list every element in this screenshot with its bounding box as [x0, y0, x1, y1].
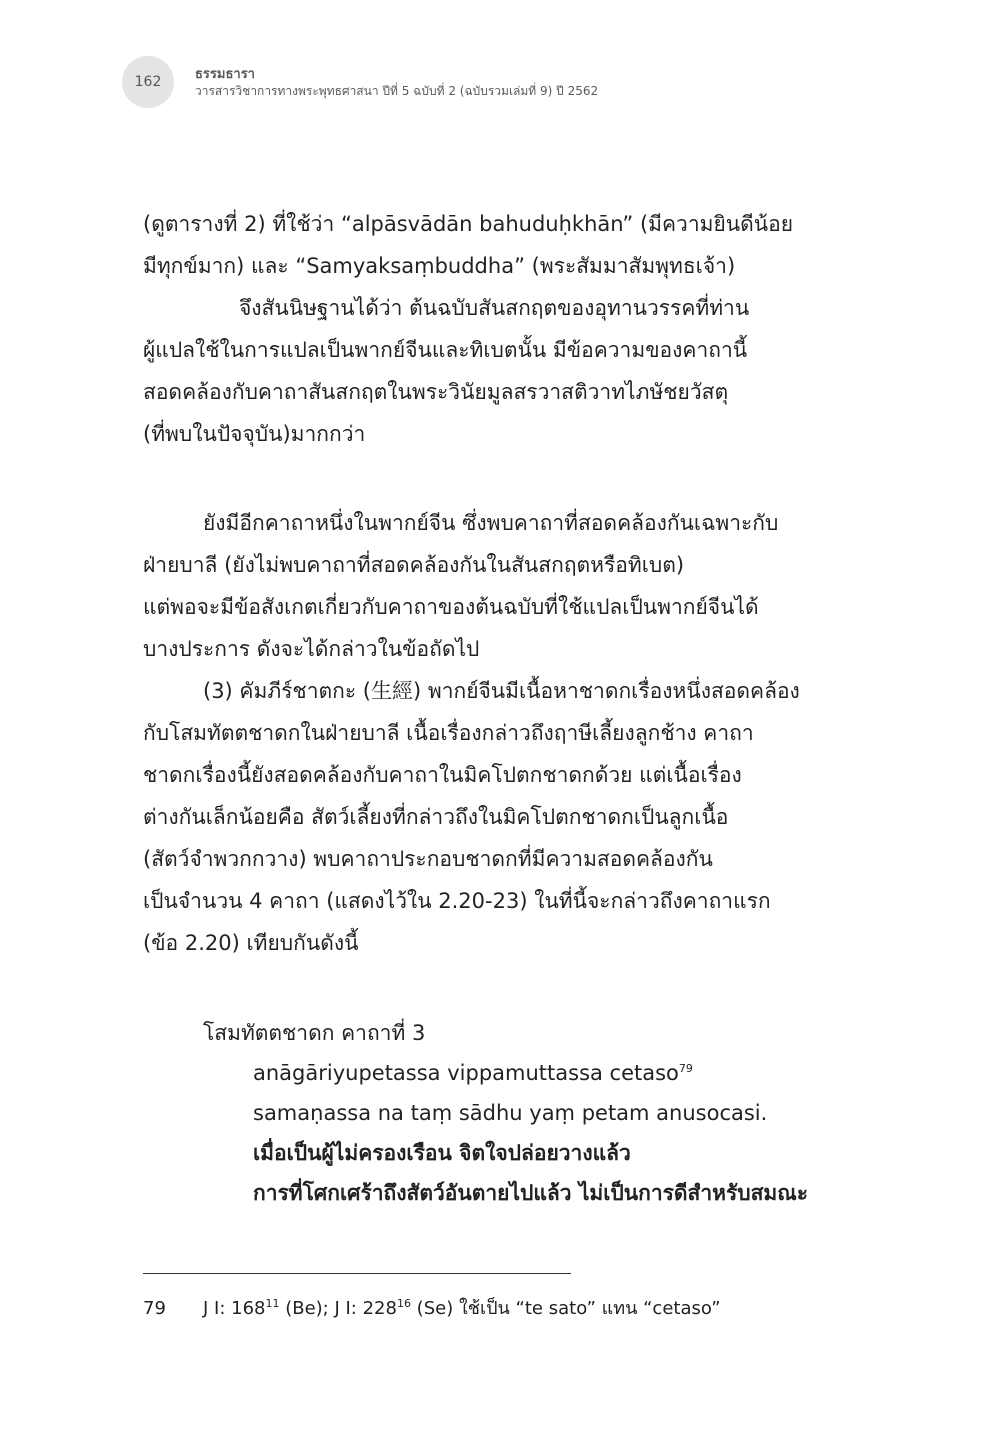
text-line: ผู้แปลใช้ในการแปลเป็นพากย์จีนและทิเบตนั้น มีข้อความของคาถานี้: [143, 338, 748, 362]
text-line: บางประการ ดังจะได้กล่าวในข้อถัดไป: [143, 637, 480, 661]
footnote-ref-1-suffix: (Be);: [279, 1298, 335, 1319]
pali-line-1: [253, 1053, 808, 1093]
paragraph-3: [143, 502, 833, 670]
pali-line-1-text: anāgāriyupetassa vippamuttassa cetaso: [253, 1061, 679, 1085]
text-line: กับโสมทัตตชาดกในฝ่ายบาลี เนื้อเรื่องกล่าวถึงฤาษีเลี้ยงลูกช้าง คาถา: [143, 721, 754, 745]
text-line: มีทุกข์มาก) และ “Samyaksaṃbuddha” (พระสัมมาสัมพุทธเจ้า): [143, 254, 736, 278]
running-head: [195, 66, 598, 100]
page-number: 162: [122, 56, 174, 108]
thai-translation-line-2: การที่โศกเศร้าถึงสัตว์อันตายไปแล้ว ไม่เป็นการดีสำหรับสมณะ: [253, 1181, 809, 1205]
text-line: ต่างกันเล็กน้อยคือ สัตว์เลี้ยงที่กล่าวถึงในมิคโปตกชาดกเป็นลูกเนื้อ: [143, 805, 729, 829]
paragraph-4: [143, 670, 833, 964]
footnote-ref-2-sup: 16: [396, 1297, 411, 1310]
paragraph-2: [143, 287, 833, 455]
text-line: แต่พอจะมีข้อสังเกตเกี่ยวกับคาถาของต้นฉบับที่ใช้แปลเป็นพากย์จีนได้: [143, 595, 759, 619]
footnote-ref-1: J I: 168: [203, 1298, 266, 1319]
text-line: สอดคล้องกับคาถาสันสกฤตในพระวินัยมูลสรวาสติวาทไภษัชยวัสตุ: [143, 380, 729, 404]
journal-subtitle: วารสารวิชาการทางพระพุทธศาสนา ปีที่ 5 ฉบับที่ 2 (ฉบับรวมเล่มที่ 9) ปี 2562: [195, 84, 599, 98]
journal-name: ธรรมธารา: [195, 67, 255, 82]
pali-line-2: samaṇassa na taṃ sādhu yaṃ petam anusocasi.: [253, 1101, 768, 1125]
text-line: จึงสันนิษฐานได้ว่า ต้นฉบับสันสกฤตของอุทานวรรคที่ท่าน: [239, 296, 750, 320]
text-line: (ที่พบในปัจจุบัน)มากกว่า: [143, 422, 366, 446]
text-line: (3) คัมภีร์ชาตกะ (生經) พากย์จีนมีเนื้อหาชาดกเรื่องหนึ่งสอดคล้อง: [203, 679, 800, 703]
verse-title: โสมทัตตชาดก คาถาที่ 3: [203, 1021, 426, 1045]
verse-block: [253, 1053, 808, 1213]
thai-translation-line-1: เมื่อเป็นผู้ไม่ครองเรือน จิตใจปล่อยวางแล้ว: [253, 1141, 631, 1165]
footnote: [143, 1296, 721, 1322]
paragraph-1: [143, 203, 833, 287]
text-line: ฝ่ายบาลี (ยังไม่พบคาถาที่สอดคล้องกันในสันสกฤตหรือทิเบต): [143, 553, 685, 577]
text-line: ยังมีอีกคาถาหนึ่งในพากย์จีน ซึ่งพบคาถาที่สอดคล้องกันเฉพาะกับ: [203, 511, 779, 535]
text-line: (สัตว์จำพวกกวาง) พบคาถาประกอบชาดกที่มีความสอดคล้องกัน: [143, 847, 713, 871]
footnote-ref-2-suffix: (Se) ใช้เป็น “te sato” แทน “cetaso”: [410, 1298, 721, 1319]
footnote-divider: [143, 1273, 571, 1274]
text-line: เป็นจำนวน 4 คาถา (แสดงไว้ใน 2.20-23) ในที่นี้จะกล่าวถึงคาถาแรก: [143, 889, 771, 913]
footnote-ref-1-sup: 11: [265, 1297, 280, 1310]
text-line: (ดูตารางที่ 2) ที่ใช้ว่า “alpāsvādān bahuduḥkhān” (มีความยินดีน้อย: [143, 212, 794, 236]
text-line: ชาดกเรื่องนี้ยังสอดคล้องกับคาถาในมิคโปตกชาดกด้วย แต่เนื้อเรื่อง: [143, 763, 742, 787]
footnote-ref-2: J I: 228: [334, 1298, 397, 1319]
footnote-marker[interactable]: 79: [678, 1062, 693, 1075]
text-line: (ข้อ 2.20) เทียบกันดังนี้: [143, 931, 359, 955]
footnote-number: 79: [143, 1298, 166, 1319]
